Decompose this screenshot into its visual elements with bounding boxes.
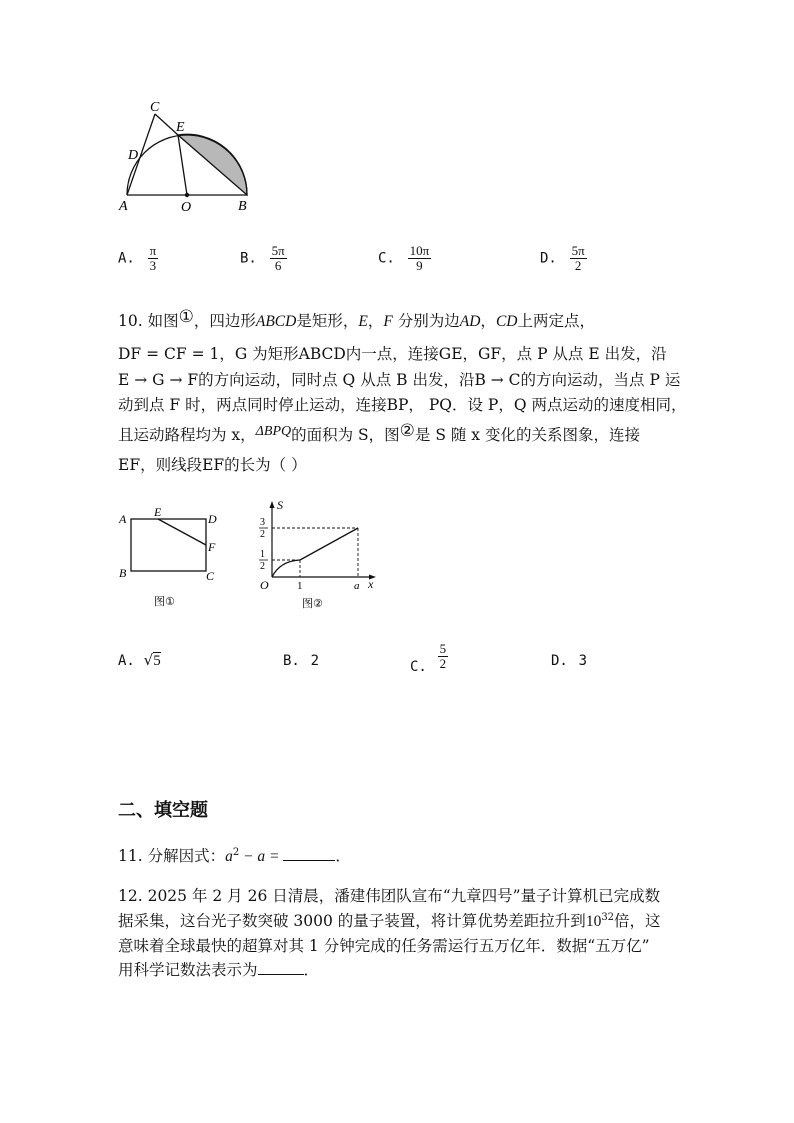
option-value: 3 <box>578 653 588 669</box>
label-c: C <box>150 100 160 115</box>
math-ad: AD <box>459 313 481 330</box>
point-o <box>185 193 189 197</box>
text: 是矩形， <box>296 312 359 330</box>
sqrt-symbol: √ <box>143 651 154 669</box>
frac-num: 5π <box>271 243 285 258</box>
text: 的面积为 S，图 <box>291 426 400 444</box>
q9-option-c <box>378 244 431 273</box>
q12-line-1: 12. 2025 年 2 月 26 日清晨，潘建伟团队宣布“九章四号”量子计算机已完成数 <box>118 887 661 905</box>
fraction <box>148 244 159 273</box>
origin-label: O <box>260 578 269 592</box>
tick-y-high-num: 3 <box>260 517 265 528</box>
math-abcd: ABCD <box>255 313 297 330</box>
answer-blank[interactable] <box>283 846 335 861</box>
q9-option-d <box>540 244 587 273</box>
q10-option-d <box>551 651 587 669</box>
shaded-region <box>178 134 247 195</box>
sqrt-radicand: 5 <box>153 653 161 669</box>
label-o: O <box>181 200 192 215</box>
q10-line-5 <box>118 423 640 445</box>
circled-two: ② <box>399 421 415 441</box>
math-e: E <box>358 313 368 330</box>
frac-den: 2 <box>574 258 582 273</box>
label-c: C <box>206 569 215 583</box>
q9-option-b <box>240 244 287 273</box>
segment-ef <box>158 519 206 545</box>
text: 据采集，这台光子数突破 3000 的量子装置，将计算优势差距拉升到 <box>118 912 586 930</box>
frac-num: 10π <box>409 243 430 258</box>
math-expr: − a = <box>239 848 284 865</box>
q12-line-3: 意味着全球最快的超算对其 1 分钟完成的任务需运行五万亿年．数据“五万亿” <box>118 937 650 955</box>
fraction <box>438 642 449 671</box>
option-letter: D. <box>540 250 557 267</box>
label-e: E <box>176 120 185 135</box>
q11-line <box>118 844 351 866</box>
frac-den: 9 <box>416 258 423 273</box>
frac-den: 6 <box>274 258 282 273</box>
math-power-base: 10 <box>585 913 602 930</box>
fraction <box>408 244 432 273</box>
y-axis-arrow <box>270 501 275 508</box>
text: 用科学记数法表示为 <box>118 961 258 979</box>
q9-option-a <box>118 244 158 273</box>
caption-fig1: 图① <box>154 595 175 608</box>
x-axis-label: x <box>368 577 374 591</box>
q10-line-4: 动到点 F 时，两点同时停止运动，连接BP， PQ．设 P，Q 两点运动的速度相同， <box>118 396 687 414</box>
q10-line-2: DF = CF = 1，G 为矩形ABCD内一点，连接GE，GF，点 P 从点 E 出发，沿 <box>118 345 667 363</box>
q10-option-c <box>410 641 448 675</box>
fraction <box>570 244 587 273</box>
text: 如图 <box>147 312 179 330</box>
math-exponent: 2 <box>232 846 240 858</box>
q10-line-3: E → G → F的方向运动，同时点 Q 从点 B 出发，沿B → C的方向运动，当点 P 运 <box>118 371 681 389</box>
option-letter: A. <box>118 250 135 267</box>
text: 11. 分解因式： <box>118 847 226 865</box>
label-f: F <box>208 540 216 554</box>
label-d: D <box>128 148 139 163</box>
segment-ce <box>155 114 178 135</box>
text: ． <box>303 961 320 979</box>
option-letter: C. <box>410 658 427 675</box>
text: ， <box>480 312 496 330</box>
label-b: B <box>238 199 247 214</box>
math-bpq: ΔBPQ <box>255 424 292 439</box>
text: 且运动路程均为 x， <box>118 426 256 444</box>
q10-option-b <box>283 651 319 669</box>
option-letter: C. <box>378 250 395 267</box>
circled-one: ① <box>178 307 194 327</box>
caption-fig2: 图② <box>302 597 323 610</box>
fraction <box>270 244 287 273</box>
frac-num: π <box>149 243 157 258</box>
curve-segment <box>272 560 300 577</box>
label-d: D <box>208 512 217 526</box>
option-letter: A. <box>118 653 135 669</box>
tick-x-a: a <box>354 580 360 592</box>
figure-2-graph <box>250 497 385 615</box>
frac-den: 2 <box>439 656 447 671</box>
label-a: A <box>119 199 128 214</box>
question-number: 10. <box>118 312 143 330</box>
semicircle-figure <box>110 95 270 220</box>
figure-1-rectangle <box>116 505 226 610</box>
q10-line-6: EF，则线段EF的长为（ ） <box>118 456 307 474</box>
segment-oe <box>178 135 187 195</box>
q10-line-1 <box>118 309 595 331</box>
option-letter: D. <box>551 653 568 669</box>
text: ． <box>335 847 351 865</box>
tick-y-high-den: 2 <box>260 529 265 540</box>
text: 是 S 随 x 变化的关系图象，连接 <box>414 426 640 444</box>
rectangle-abcd <box>131 519 206 571</box>
line-segment <box>300 528 358 560</box>
tick-y-low-num: 1 <box>260 549 265 560</box>
option-letter: B. <box>283 653 300 669</box>
option-value: 2 <box>310 653 320 669</box>
text: ， <box>367 312 384 330</box>
q12-line-4 <box>118 958 319 980</box>
frac-num: 5π <box>571 243 585 258</box>
math-power-exp: 32 <box>601 911 615 923</box>
label-b: B <box>119 566 127 580</box>
text: ，四边形 <box>193 312 256 330</box>
frac-num: 5 <box>439 641 447 656</box>
math-cd: CD <box>495 313 518 330</box>
option-letter: B. <box>240 250 257 267</box>
q12-line-2 <box>118 909 661 931</box>
answer-blank[interactable] <box>258 960 304 975</box>
y-axis-label: S <box>277 498 283 512</box>
tick-x-1: 1 <box>297 580 303 592</box>
text: 倍，这 <box>614 912 661 930</box>
label-a: A <box>119 512 127 526</box>
q10-option-a <box>118 651 161 670</box>
math-f: F <box>383 313 393 330</box>
section-2-title: 二、填空题 <box>118 800 208 821</box>
text: 分别为边 <box>392 312 460 330</box>
math-a: a <box>225 848 233 865</box>
frac-den: 3 <box>149 258 157 273</box>
text: 上两定点， <box>517 312 595 330</box>
label-e: E <box>154 505 162 519</box>
tick-y-low-den: 2 <box>260 561 265 572</box>
